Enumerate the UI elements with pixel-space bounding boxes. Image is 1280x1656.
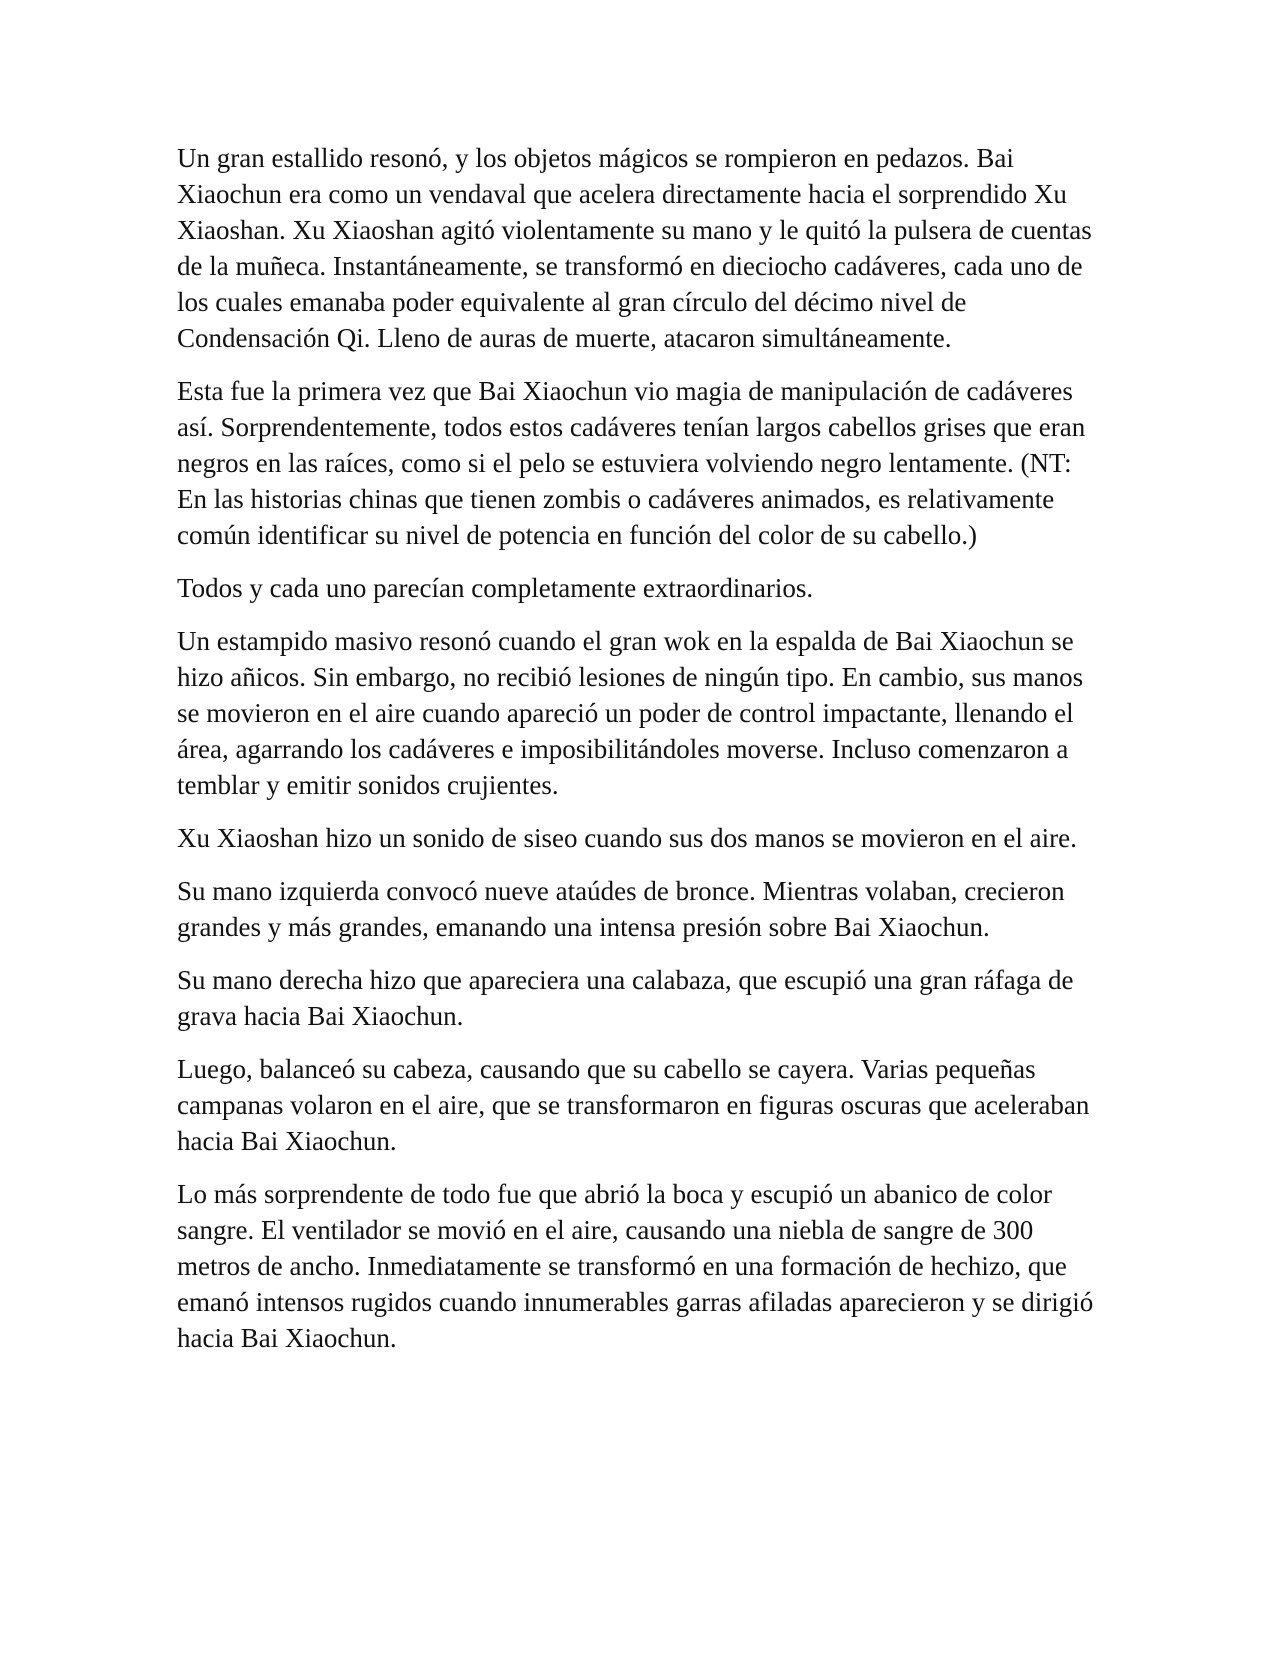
paragraph-8: Luego, balanceó su cabeza, causando que su cabello se cayera. Varias pequeñas campanas volaron en el aire, que se transformaron en figuras oscuras que aceleraban hacia Bai Xiaochun. bbox=[177, 1054, 1090, 1156]
document-page bbox=[177, 140, 1107, 1373]
paragraph-4: Un estampido masivo resonó cuando el gran wok en la espalda de Bai Xiaochun se hizo añicos. Sin embargo, no recibió lesiones de ningún tipo. En cambio, sus manos se movieron en el aire cuando apareció un poder de control impactante, llenando el área, agarrando los cadáveres e imposibilitándoles moverse. Incluso comenzaron a temblar y emitir sonidos crujientes. bbox=[177, 626, 1084, 800]
paragraph-7: Su mano derecha hizo que apareciera una calabaza, que escupió una gran ráfaga de grava hacia Bai Xiaochun. bbox=[177, 965, 1074, 1031]
paragraph-3: Todos y cada uno parecían completamente extraordinarios. bbox=[177, 573, 814, 603]
paragraph-2: Esta fue la primera vez que Bai Xiaochun vio magia de manipulación de cadáveres así. Sorprendentemente, todos estos cadáveres tenían largos cabellos grises que eran negros en las raíces, como si el pelo se estuviera volviendo negro lentamente. (NT: En las historias chinas que tienen zombis o cadáveres animados, es relativamente común identificar su nivel de potencia en función del color de su cabello.) bbox=[177, 376, 1086, 550]
paragraph-1: Un gran estallido resonó, y los objetos mágicos se rompieron en pedazos. Bai Xiaochun era como un vendaval que acelera directamente hacia el sorprendido Xu Xiaoshan. Xu Xiaoshan agitó violentamente su mano y le quitó la pulsera de cuentas de la muñeca. Instantáneamente, se transformó en dieciocho cadáveres, cada uno de los cuales emanaba poder equivalente al gran círculo del décimo nivel de Condensación Qi. Lleno de auras de muerte, atacaron simultáneamente. bbox=[177, 143, 1092, 353]
paragraph-5: Xu Xiaoshan hizo un sonido de siseo cuando sus dos manos se movieron en el aire. bbox=[177, 823, 1077, 853]
paragraph-9: Lo más sorprendente de todo fue que abrió la boca y escupió un abanico de color sangre. El ventilador se movió en el aire, causando una niebla de sangre de 300 metros de ancho. Inmediatamente se transformó en una formación de hechizo, que emanó intensos rugidos cuando innumerables garras afiladas aparecieron y se dirigió hacia Bai Xiaochun. bbox=[177, 1179, 1094, 1353]
paragraph-6: Su mano izquierda convocó nueve ataúdes de bronce. Mientras volaban, crecieron grandes y más grandes, emanando una intensa presión sobre Bai Xiaochun. bbox=[177, 876, 1065, 942]
